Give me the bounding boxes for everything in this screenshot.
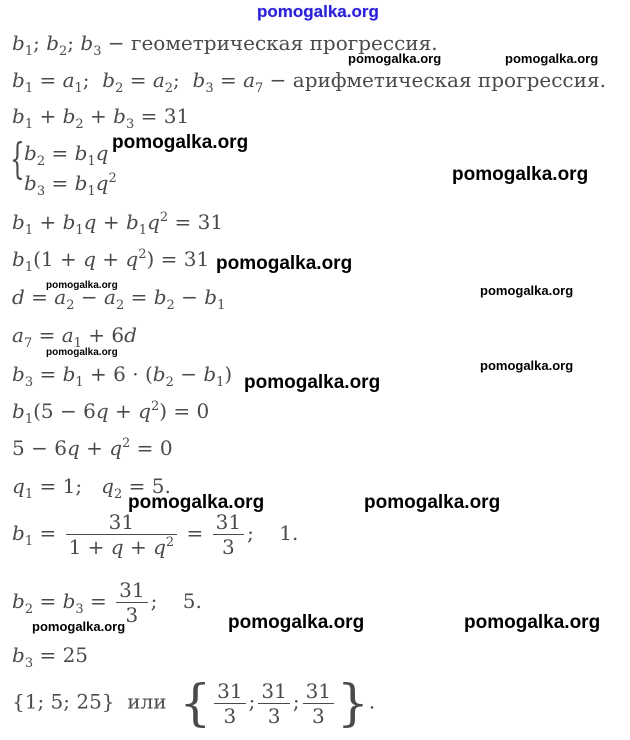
answer-frac-1-den: 3 (223, 703, 237, 728)
watermark: pomogalka.org (46, 347, 118, 358)
b3-value: 25 (62, 643, 89, 667)
line-arithmetic: $b_1 = a_1$; $b_2 = a_2$; $b_3 = a_7$ − арифметическая прогрессия. (12, 68, 606, 96)
watermark: pomogalka.org (348, 51, 442, 66)
answer-frac-2-den: 3 (267, 703, 281, 728)
system-brace: { (10, 134, 25, 183)
b1-alt-value: 1. (279, 521, 299, 545)
answer-set-integers: {1; 5; 25} (12, 689, 115, 714)
fraction-b1 (66, 512, 178, 557)
watermark: pomogalka.org (464, 612, 601, 633)
line-b1-fraction: $b_1$ = $\frac{31}{1 + q + q^2}$ = $\frac{31}{3}$ ; 1. (12, 510, 299, 559)
root-q2: 5 (151, 474, 165, 498)
fraction-b1-result-den: 3 (222, 535, 235, 559)
text-geometric: − геометрическая прогрессия. (101, 31, 438, 55)
line-system-b2: $b_2 = b_1q$ (24, 141, 109, 169)
watermark: pomogalka.org (480, 283, 574, 298)
watermark: pomogalka.org (46, 280, 118, 291)
zero: 0 (159, 436, 173, 460)
answer-or: или (127, 689, 167, 714)
answer-frac-2 (258, 678, 289, 728)
line-eq-b1: $b_1(5 - 6q + q^2) = 0$ (12, 399, 210, 427)
line-sum-q: $b_1 + b_1q + b_1q^2 = 31$ (12, 210, 224, 238)
watermark-top: pomogalka.org (257, 2, 379, 21)
line-roots: $q_1 = 1$; $q_2 = 5$. (12, 474, 171, 502)
line-factored: $b_1(1 + q + q^2) = 31$ (12, 247, 210, 275)
fraction-b1-num: 31 (66, 512, 178, 535)
line-answer: {1; 5; 25} или { $\frac{31}{3}$ ; $\frac{31}{3}$ ; $\frac{31}{3}$ }. (12, 674, 376, 732)
line-sum: $b_1 + b_2 + b_3 = 31$ (12, 104, 190, 132)
fraction-b1-den: $1 + q + q^2$ (68, 535, 175, 559)
root-q1: 1 (62, 474, 76, 498)
watermark: pomogalka.org (364, 492, 501, 513)
watermark: pomogalka.org (216, 253, 353, 274)
watermark: pomogalka.org (480, 358, 574, 373)
watermark: pomogalka.org (128, 492, 265, 513)
b2-alt-value: 5. (182, 589, 202, 613)
sum-q-value: 31 (197, 210, 224, 234)
six: 6 (111, 323, 125, 347)
answer-frac-2-num: 31 (258, 681, 289, 704)
line-system-b3: $b_3 = b_1q^2$ (24, 171, 117, 199)
line-difference: $d = a_2 - a_2 = b_2 - b_1$ (12, 285, 226, 313)
line-a7: $a_7 = a_1 + 6d$ (12, 323, 137, 351)
factored-value: 31 (183, 247, 210, 271)
line-b3-value: $b_3 = 25$ (12, 643, 89, 671)
answer-frac-3-den: 3 (311, 703, 325, 728)
watermark: pomogalka.org (228, 612, 365, 633)
answer-frac-1 (214, 678, 245, 728)
line-geometric: $b_1$; $b_2$; $b_3$ − геометрическая прогрессия. (12, 31, 438, 59)
fraction-b2-num: 31 (116, 580, 147, 603)
answer-frac-1-num: 31 (214, 681, 245, 704)
answer-frac-3-num: 31 (303, 681, 334, 704)
answer-brace-left: { (179, 674, 212, 732)
line-b3-expr: $b_3 = b_1 + 6 \cdot (b_2 - b_1)$ (12, 362, 233, 390)
answer-frac-3 (303, 678, 334, 728)
watermark: pomogalka.org (32, 619, 126, 634)
fraction-b1-result (213, 512, 244, 557)
text-arithmetic: − арифметическая прогрессия. (263, 68, 606, 92)
fraction-b1-result-num: 31 (213, 512, 244, 535)
watermark: pomogalka.org (112, 132, 249, 153)
watermark: pomogalka.org (244, 372, 381, 393)
line-b2-fraction: $b_2 = b_3$ = $\frac{31}{3}$ ; 5. (12, 578, 202, 627)
sum-value: 31 (163, 104, 190, 128)
answer-brace-right: } (337, 674, 369, 732)
watermark: pomogalka.org (505, 51, 599, 66)
five: 5 (12, 436, 25, 460)
line-quadratic: $5 - 6q + q^2 = 0$ (12, 436, 173, 460)
watermark: pomogalka.org (452, 164, 589, 185)
fraction-b2-den: 3 (125, 603, 139, 627)
